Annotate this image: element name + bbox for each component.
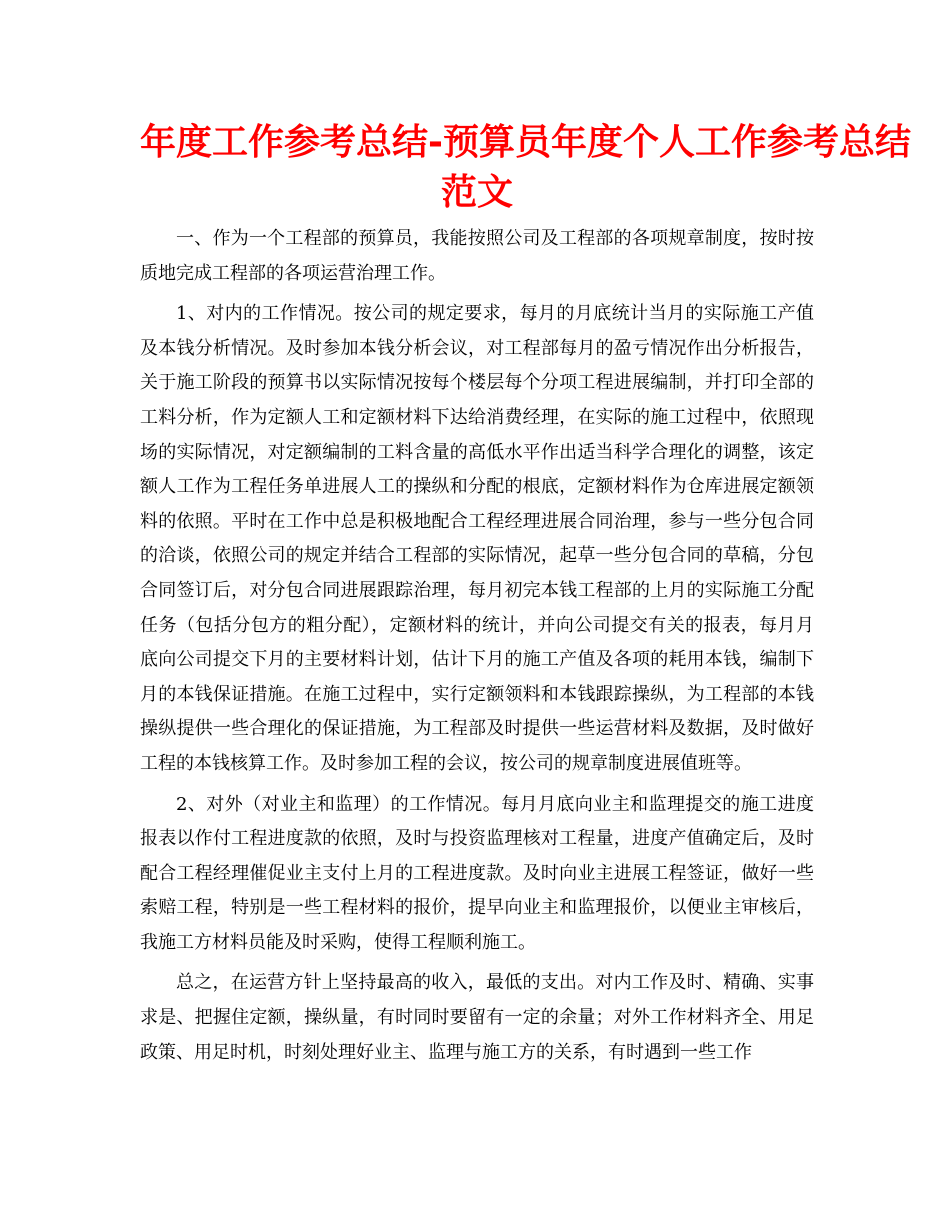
title-line-2: 范文 (440, 172, 513, 213)
paragraph-intro: 一、作为一个工程部的预算员，我能按照公司及工程部的各项规章制度，按时按质地完成工程部的各项运营治理工作。 (140, 228, 814, 284)
paragraph-external-work: 2、对外（对业主和监理）的工作情况。每月月底向业主和监理提交的施工进度报表以作付工程进度款的依照，及时与投资监理核对工程量，进度产值确定后，及时配合工程经理催促业主支付上月的工程进度款。及时向业主进展工程签证，做好一些索赔工程，特别是一些工程材料的报价，提早向业主和监理报价，以便业主审核后，我施工方材料员能及时采购，使得工程顺利施工。 (140, 793, 814, 953)
title-line-1: 年度工作参考总结-预算员年度个人工作参考总结 (140, 122, 911, 163)
paragraph-internal-work: 1、对内的工作情况。按公司的规定要求，每月的月底统计当月的实际施工产值及本钱分析情况。及时参加本钱分析会议，对工程部每月的盈亏情况作出分析报告，关于施工阶段的预算书以实际情况按每个楼层每个分项工程进展编制，并打印全部的工料分析，作为定额人工和定额材料下达给消费经理，在实际的施工过程中，依照现场的实际情况，对定额编制的工料含量的高低水平作出适当科学合理化的调整，该定额人工作为工程任务单进展人工的操纵和分配的根底，定额材料作为仓库进展定额领料的依照。平时在工作中总是积极地配合工程经理进展合同治理，参与一些分包合同的洽谈，依照公司的规定并结合工程部的实际情况，起草一些分包合同的草稿，分包合同签订后，对分包合同进展跟踪治理，每月初完本钱工程部的上月的实际施工分配任务（包括分包方的粗分配），定额材料的统计，并向公司提交有关的报表，每月月底向公司提交下月的主要材料计划，估计下月的施工产值及各项的耗用本钱，编制下月的本钱保证措施。在施工过程中，实行定额领料和本钱跟踪操纵，为工程部的本钱操纵提供一些合理化的保证措施，为工程部及时提供一些运营材料及数据，及时做好工程的本钱核算工作。及时参加工程的会议，按公司的规章制度进展值班等。 (140, 303, 814, 774)
document-title (140, 118, 911, 218)
paragraph-summary: 总之，在运营方针上坚持最高的收入，最低的支出。对内工作及时、精确、实事求是、把握住定额，操纵量，有时同时要留有一定的余量；对外工作材料齐全、用足政策、用足时机，时刻处理好业主、监理与施工方的关系，有时遇到一些工作 (140, 972, 814, 1063)
document-body (140, 222, 814, 1070)
